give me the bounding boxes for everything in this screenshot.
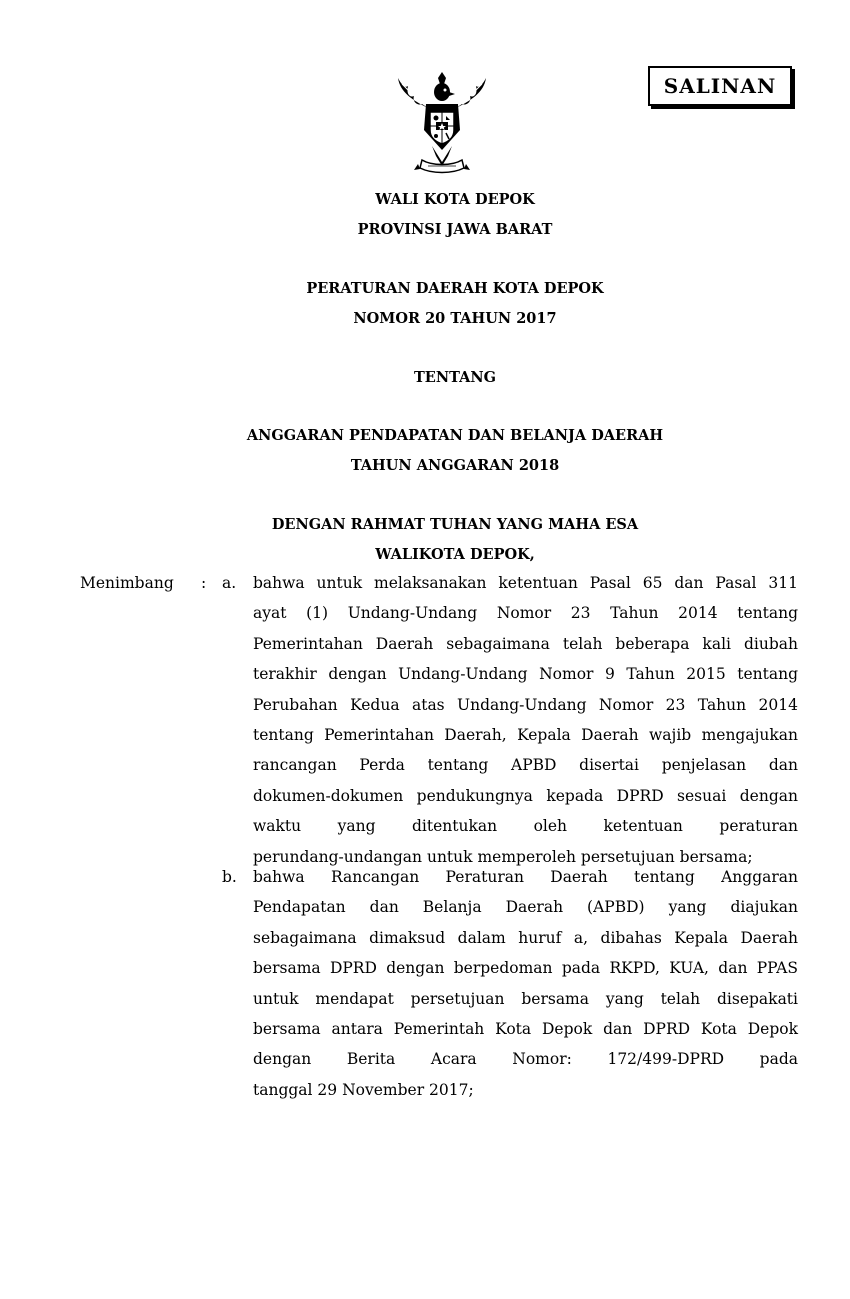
header-provinsi: PROVINSI JAWA BARAT — [357, 221, 553, 238]
text-line: Perubahan Kedua atas Undang-Undang Nomor 23 Tahun 2014 — [253, 695, 798, 714]
text-line: tanggal 29 November 2017; — [253, 1080, 474, 1099]
header-peraturan: PERATURAN DAERAH KOTA DEPOK — [306, 280, 604, 297]
text-line: tentang Pemerintahan Daerah, Kepala Daerah wajib mengajukan — [253, 725, 798, 744]
header-rahmat: DENGAN RAHMAT TUHAN YANG MAHA ESA — [271, 516, 639, 533]
item-b-text — [253, 862, 798, 1105]
header-walikota: WALIKOTA DEPOK, — [375, 546, 535, 563]
text-line: bersama DPRD dengan berpedoman pada RKPD, KUA, dan PPAS — [253, 959, 798, 978]
text-line: sebagaimana dimaksud dalam huruf a, dibahas Kepala Daerah — [253, 928, 798, 947]
menimbang-colon: : — [201, 574, 207, 592]
header-wali-kota: WALI KOTA DEPOK — [375, 191, 535, 208]
text-line: dokumen-dokumen pendukungnya kepada DPRD sesuai dengan — [253, 786, 798, 805]
item-a-text — [253, 568, 798, 872]
item-b-marker: b. — [222, 868, 237, 886]
text-line: bahwa untuk melaksanakan ketentuan Pasal 65 dan Pasal 311 — [253, 574, 798, 592]
text-line: bersama antara Pemerintah Kota Depok dan DPRD Kota Depok — [253, 1019, 798, 1038]
text-line: ayat (1) Undang-Undang Nomor 23 Tahun 2014 tentang — [253, 604, 798, 623]
text-line: terakhir dengan Undang-Undang Nomor 9 Tahun 2015 tentang — [253, 665, 798, 684]
menimbang-label: Menimbang — [80, 574, 174, 592]
text-line: waktu yang ditentukan oleh ketentuan peraturan — [253, 817, 798, 836]
salinan-stamp: SALINAN — [648, 66, 792, 106]
header-tentang: TENTANG — [414, 369, 496, 386]
text-line: rancangan Perda tentang APBD disertai penjelasan dan — [253, 756, 798, 775]
text-line: Pemerintahan Daerah sebagaimana telah beberapa kali diubah — [253, 634, 798, 653]
text-line: Pendapatan dan Belanja Daerah (APBD) yang diajukan — [253, 898, 798, 917]
header-tahun-anggaran: TAHUN ANGGARAN 2018 — [350, 457, 560, 474]
garuda-emblem-icon — [392, 70, 492, 180]
header-judul: ANGGARAN PENDAPATAN DAN BELANJA DAERAH — [246, 427, 664, 444]
text-line: perundang-undangan untuk memperoleh persetujuan bersama; — [253, 847, 753, 866]
text-line: dengan Berita Acara Nomor: 172/499-DPRD pada — [253, 1050, 798, 1069]
item-a-marker: a. — [222, 574, 237, 592]
text-line: bahwa Rancangan Peraturan Daerah tentang Anggaran — [253, 868, 798, 886]
header-nomor: NOMOR 20 TAHUN 2017 — [353, 310, 557, 327]
text-line: untuk mendapat persetujuan bersama yang telah disepakati — [253, 989, 798, 1008]
